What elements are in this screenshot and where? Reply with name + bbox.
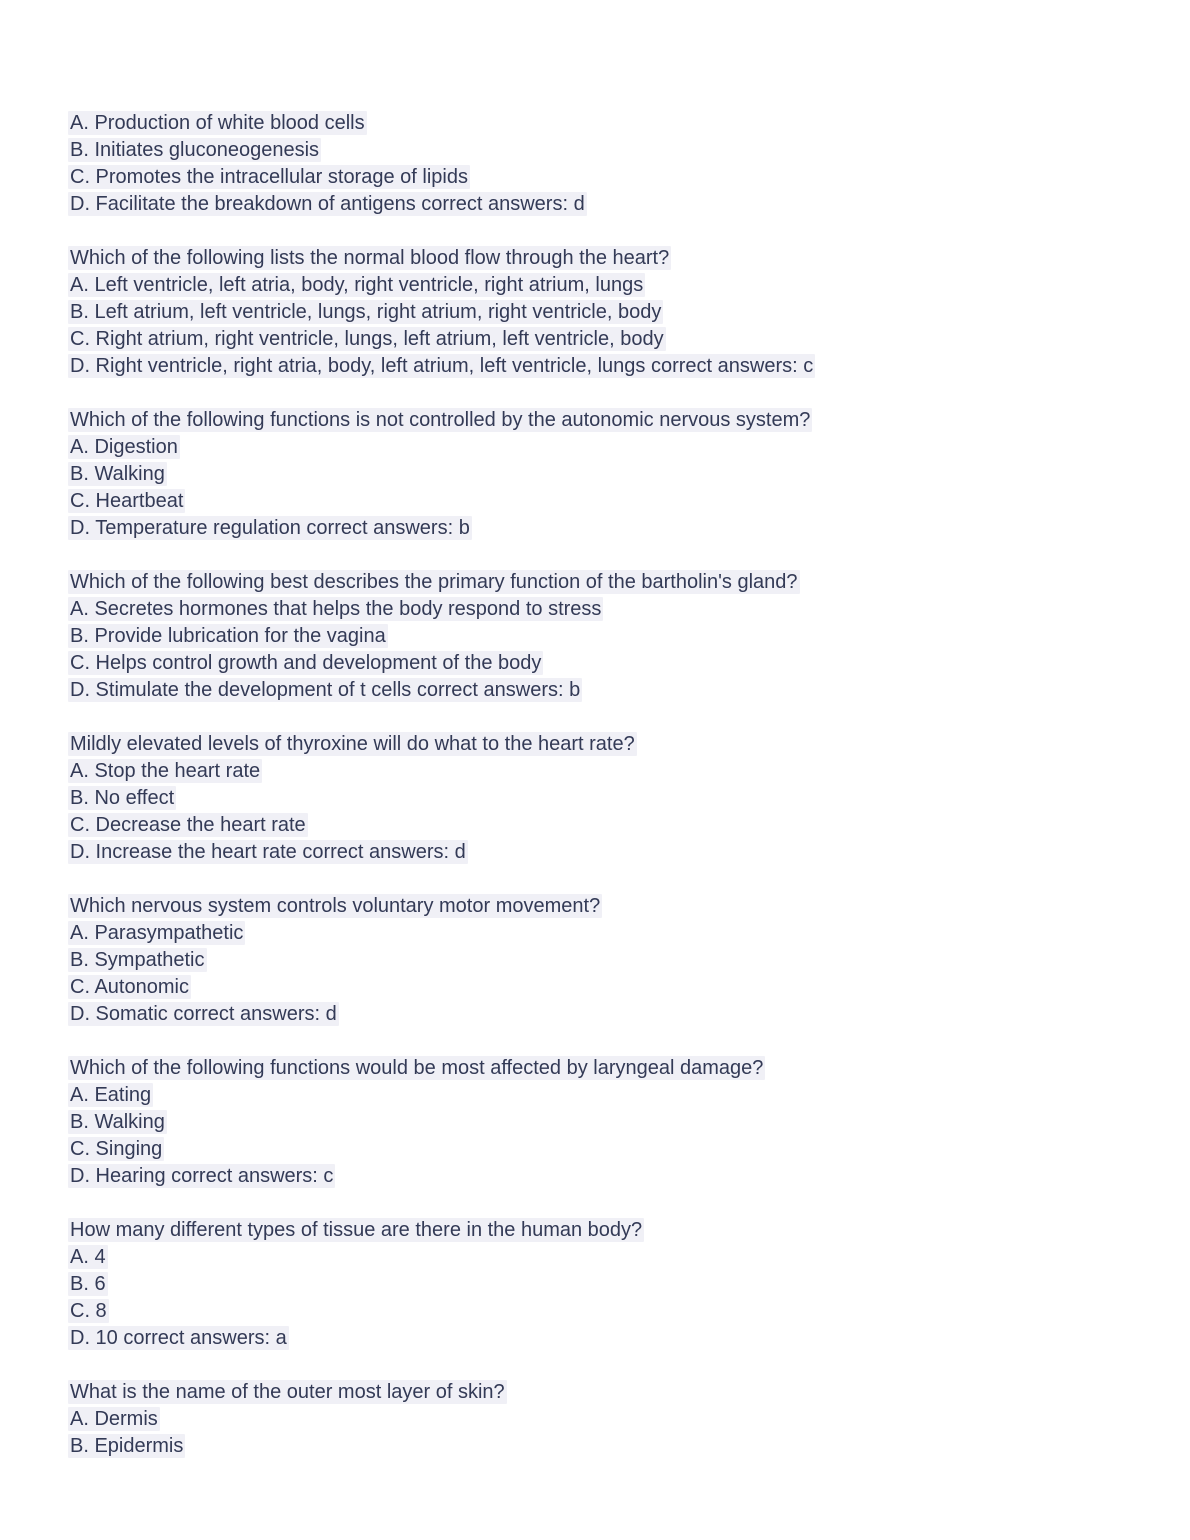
text-line bbox=[68, 488, 1130, 515]
text-line bbox=[68, 1298, 1130, 1325]
highlighted-text: B. Walking bbox=[70, 463, 165, 485]
highlighted-text: D. Hearing correct answers: c bbox=[70, 1165, 334, 1187]
text-line bbox=[68, 1136, 1130, 1163]
highlighted-text: D. Facilitate the breakdown of antigens correct answers: d bbox=[70, 193, 585, 215]
text-line bbox=[68, 920, 1130, 947]
text-line bbox=[68, 785, 1130, 812]
highlighted-text: B. Walking bbox=[70, 1111, 165, 1133]
highlighted-text: A. Stop the heart rate bbox=[70, 760, 261, 782]
text-line bbox=[68, 1406, 1130, 1433]
highlighted-text: B. Sympathetic bbox=[70, 949, 205, 971]
text-line bbox=[68, 407, 1130, 434]
text-line bbox=[68, 1001, 1130, 1028]
highlighted-text: D. Somatic correct answers: d bbox=[70, 1003, 337, 1025]
highlighted-text: A. Production of white blood cells bbox=[70, 112, 365, 134]
highlighted-text: C. Heartbeat bbox=[70, 490, 184, 512]
text-line bbox=[68, 1379, 1130, 1406]
highlighted-text: D. Increase the heart rate correct answers: d bbox=[70, 841, 466, 863]
highlighted-text: B. Provide lubrication for the vagina bbox=[70, 625, 386, 647]
highlighted-text: C. Autonomic bbox=[70, 976, 189, 998]
highlighted-text: How many different types of tissue are there in the human body? bbox=[70, 1219, 643, 1241]
question-block bbox=[68, 569, 1130, 704]
text-line bbox=[68, 974, 1130, 1001]
highlighted-text: Which of the following functions would be most affected by laryngeal damage? bbox=[70, 1057, 764, 1079]
highlighted-text: C. Decrease the heart rate bbox=[70, 814, 306, 836]
highlighted-text: C. Right atrium, right ventricle, lungs, left atrium, left ventricle, body bbox=[70, 328, 664, 350]
highlighted-text: D. 10 correct answers: a bbox=[70, 1327, 287, 1349]
highlighted-text: B. No effect bbox=[70, 787, 175, 809]
text-line bbox=[68, 1163, 1130, 1190]
highlighted-text: C. 8 bbox=[70, 1300, 107, 1322]
text-line bbox=[68, 299, 1130, 326]
text-line bbox=[68, 1109, 1130, 1136]
text-line bbox=[68, 1433, 1130, 1460]
question-block bbox=[68, 731, 1130, 866]
question-list bbox=[68, 110, 1130, 1460]
text-line bbox=[68, 1082, 1130, 1109]
highlighted-text: C. Promotes the intracellular storage of lipids bbox=[70, 166, 468, 188]
text-line bbox=[68, 731, 1130, 758]
highlighted-text: Which of the following best describes the primary function of the bartholin's gland? bbox=[70, 571, 798, 593]
highlighted-text: A. Eating bbox=[70, 1084, 152, 1106]
question-block bbox=[68, 893, 1130, 1028]
text-line bbox=[68, 596, 1130, 623]
highlighted-text: D. Temperature regulation correct answers: b bbox=[70, 517, 470, 539]
text-line bbox=[68, 272, 1130, 299]
text-line bbox=[68, 164, 1130, 191]
text-line bbox=[68, 1244, 1130, 1271]
question-block bbox=[68, 1055, 1130, 1190]
text-line bbox=[68, 461, 1130, 488]
highlighted-text: A. Dermis bbox=[70, 1408, 158, 1430]
text-line bbox=[68, 677, 1130, 704]
question-block bbox=[68, 407, 1130, 542]
text-line bbox=[68, 191, 1130, 218]
text-line bbox=[68, 893, 1130, 920]
highlighted-text: A. Parasympathetic bbox=[70, 922, 244, 944]
question-block bbox=[68, 1379, 1130, 1460]
highlighted-text: B. Left atrium, left ventricle, lungs, right atrium, right ventricle, body bbox=[70, 301, 662, 323]
text-line bbox=[68, 1325, 1130, 1352]
highlighted-text: C. Singing bbox=[70, 1138, 163, 1160]
question-block bbox=[68, 110, 1130, 218]
text-line bbox=[68, 1271, 1130, 1298]
highlighted-text: A. Secretes hormones that helps the body respond to stress bbox=[70, 598, 602, 620]
text-line bbox=[68, 650, 1130, 677]
text-line bbox=[68, 623, 1130, 650]
highlighted-text: B. Initiates gluconeogenesis bbox=[70, 139, 320, 161]
highlighted-text: B. 6 bbox=[70, 1273, 106, 1295]
text-line bbox=[68, 812, 1130, 839]
text-line bbox=[68, 110, 1130, 137]
highlighted-text: A. 4 bbox=[70, 1246, 106, 1268]
highlighted-text: C. Helps control growth and development of the body bbox=[70, 652, 542, 674]
highlighted-text: D. Stimulate the development of t cells correct answers: b bbox=[70, 679, 581, 701]
text-line bbox=[68, 353, 1130, 380]
highlighted-text: Which nervous system controls voluntary motor movement? bbox=[70, 895, 601, 917]
highlighted-text: Which of the following lists the normal blood flow through the heart? bbox=[70, 247, 670, 269]
text-line bbox=[68, 947, 1130, 974]
highlighted-text: D. Right ventricle, right atria, body, left atrium, left ventricle, lungs correct answers: c bbox=[70, 355, 814, 377]
highlighted-text: Mildly elevated levels of thyroxine will do what to the heart rate? bbox=[70, 733, 635, 755]
text-line bbox=[68, 434, 1130, 461]
text-line bbox=[68, 1055, 1130, 1082]
highlighted-text: Which of the following functions is not controlled by the autonomic nervous system? bbox=[70, 409, 811, 431]
text-line bbox=[68, 569, 1130, 596]
highlighted-text: What is the name of the outer most layer of skin? bbox=[70, 1381, 505, 1403]
highlighted-text: B. Epidermis bbox=[70, 1435, 184, 1457]
highlighted-text: A. Left ventricle, left atria, body, right ventricle, right atrium, lungs bbox=[70, 274, 644, 296]
question-block bbox=[68, 1217, 1130, 1352]
text-line bbox=[68, 245, 1130, 272]
text-line bbox=[68, 1217, 1130, 1244]
text-line bbox=[68, 515, 1130, 542]
text-line bbox=[68, 758, 1130, 785]
text-line bbox=[68, 137, 1130, 164]
text-line bbox=[68, 839, 1130, 866]
highlighted-text: A. Digestion bbox=[70, 436, 178, 458]
question-block bbox=[68, 245, 1130, 380]
text-line bbox=[68, 326, 1130, 353]
